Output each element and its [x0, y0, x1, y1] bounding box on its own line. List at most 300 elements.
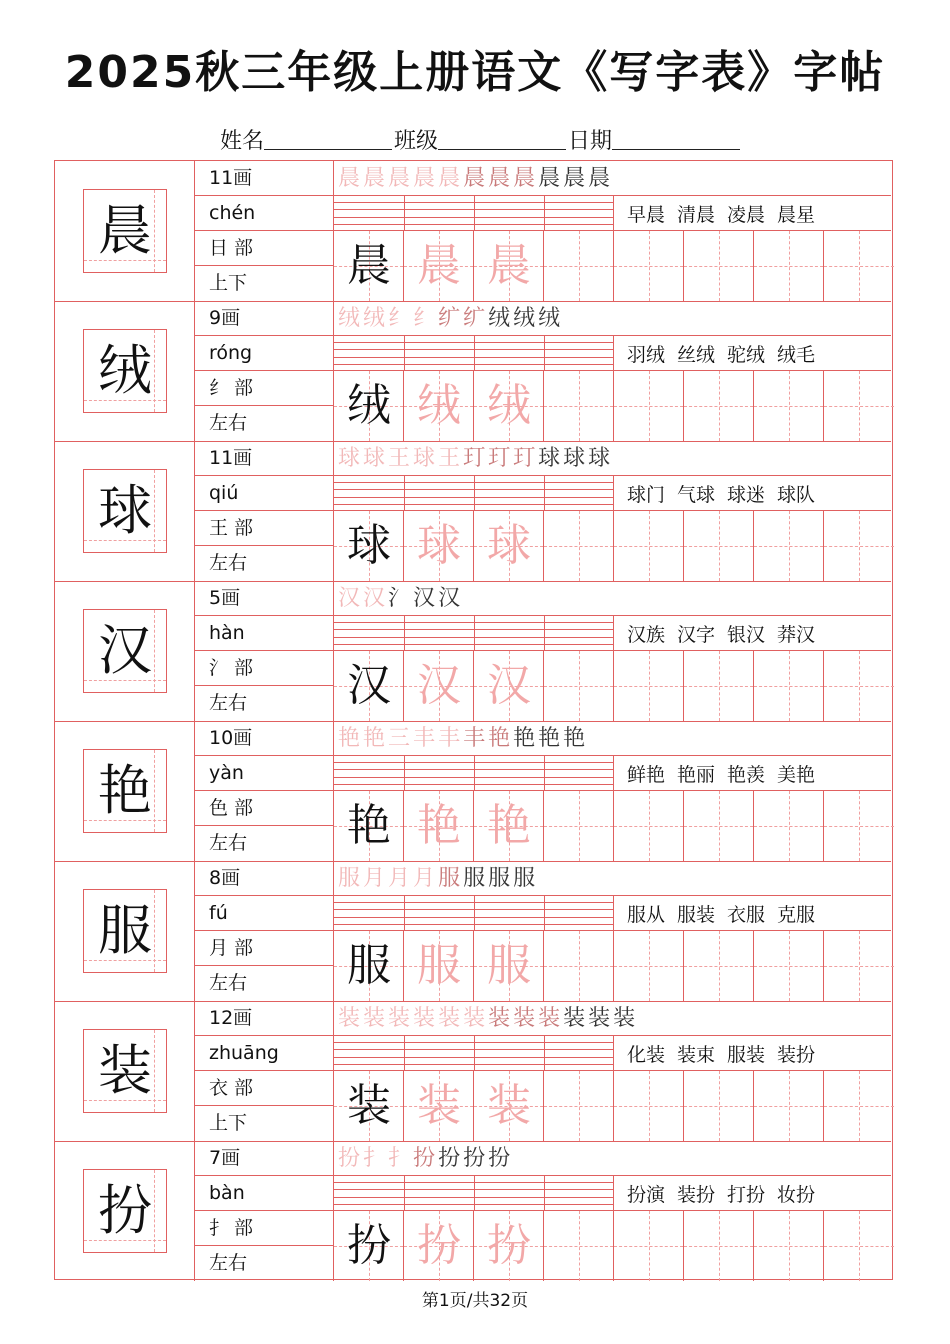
word-examples — [627, 1176, 827, 1211]
example-word: 衣服 — [727, 904, 766, 926]
writing-cell[interactable] — [474, 651, 544, 721]
writing-cell[interactable] — [824, 371, 894, 441]
stroke-step: 汉 — [438, 586, 464, 611]
writing-cell[interactable] — [824, 791, 894, 861]
stroke-step: 装 — [463, 1006, 489, 1031]
class-label: 班级 — [394, 129, 439, 154]
radical: 纟 部 — [195, 371, 334, 406]
writing-cell[interactable] — [684, 1211, 754, 1281]
example-word: 汉族 — [627, 624, 666, 646]
writing-grid — [334, 511, 891, 581]
writing-grid — [334, 651, 891, 721]
example-word: 晨星 — [777, 204, 816, 226]
writing-cell[interactable] — [474, 1211, 544, 1281]
example-word: 美艳 — [777, 764, 816, 786]
pinyin-divider — [404, 196, 405, 231]
pinyin-divider — [474, 336, 475, 371]
stroke-step: 服 — [438, 866, 464, 891]
stroke-count: 11画 — [195, 161, 334, 196]
pinyin-practice-row — [334, 1036, 891, 1071]
guide-line-vertical — [719, 931, 720, 1001]
guide-line-vertical — [789, 1211, 790, 1281]
character-row — [55, 1001, 891, 1141]
word-examples — [627, 476, 827, 511]
pinyin-practice-row — [334, 336, 891, 371]
stroke-step: 晨 — [563, 166, 589, 191]
guide-line-vertical — [154, 750, 155, 832]
writing-cell[interactable] — [614, 931, 684, 1001]
writing-cell[interactable] — [614, 791, 684, 861]
main-character — [83, 469, 167, 553]
guide-line-vertical — [719, 791, 720, 861]
main-character-cell — [55, 301, 195, 441]
stroke-step: 扮 — [488, 1146, 514, 1171]
writing-cell[interactable] — [544, 931, 614, 1001]
class-blank[interactable] — [438, 127, 566, 150]
pinyin-writing-lines[interactable] — [334, 476, 614, 511]
writing-cell[interactable] — [334, 931, 404, 1001]
word-examples — [627, 1036, 827, 1071]
main-character — [83, 189, 167, 273]
model-character: 晨 — [347, 240, 391, 291]
writing-cell[interactable] — [544, 1211, 614, 1281]
writing-cell[interactable] — [684, 931, 754, 1001]
writing-cell[interactable] — [334, 511, 404, 581]
stroke-step: 丰 — [413, 726, 439, 751]
writing-cell[interactable] — [474, 371, 544, 441]
stroke-step: 绒 — [538, 306, 564, 331]
guide-line-vertical — [579, 931, 580, 1001]
guide-line-vertical — [649, 1071, 650, 1141]
stroke-step: 装 — [488, 1006, 514, 1031]
main-character-cell — [55, 161, 195, 301]
stroke-step: 球 — [363, 446, 389, 471]
guide-line-vertical — [579, 231, 580, 301]
trace-character: 绒 — [417, 380, 461, 431]
pinyin-divider — [404, 1036, 405, 1071]
stroke-order — [334, 301, 891, 336]
main-character-glyph: 装 — [98, 1039, 152, 1102]
stroke-step: 纩 — [438, 306, 464, 331]
stroke-step: 装 — [363, 1006, 389, 1031]
pinyin-divider — [474, 616, 475, 651]
writing-cell[interactable] — [404, 651, 474, 721]
pinyin-practice-row — [334, 476, 891, 511]
writing-cell[interactable] — [824, 511, 894, 581]
pinyin-divider — [544, 1036, 545, 1071]
writing-cell[interactable] — [614, 371, 684, 441]
guide-line-vertical — [649, 231, 650, 301]
stroke-step: 艳 — [513, 726, 539, 751]
trace-character: 球 — [487, 520, 531, 571]
writing-grid — [334, 1211, 891, 1281]
model-character: 汉 — [347, 660, 391, 711]
stroke-step: 球 — [538, 446, 564, 471]
main-character-cell — [55, 721, 195, 861]
stroke-step: 玎 — [488, 446, 514, 471]
example-word: 服装 — [677, 904, 716, 926]
trace-character: 绒 — [487, 380, 531, 431]
stroke-step: 球 — [588, 446, 614, 471]
character-row — [55, 1141, 891, 1281]
guide-line-vertical — [154, 610, 155, 692]
main-character-glyph: 服 — [98, 899, 152, 962]
writing-cell[interactable] — [474, 511, 544, 581]
guide-line-vertical — [789, 791, 790, 861]
stroke-count: 9画 — [195, 301, 334, 336]
guide-line-vertical — [649, 371, 650, 441]
writing-cell[interactable] — [404, 511, 474, 581]
character-info — [195, 1141, 334, 1281]
writing-cell[interactable] — [404, 1211, 474, 1281]
writing-cell[interactable] — [614, 511, 684, 581]
pinyin-divider — [544, 336, 545, 371]
page-title: 2025秋三年级上册语文《写字表》字帖 — [64, 47, 886, 98]
stroke-step: 晨 — [513, 166, 539, 191]
stroke-step: 装 — [338, 1006, 364, 1031]
guide-line-vertical — [789, 1071, 790, 1141]
writing-cell[interactable] — [684, 511, 754, 581]
trace-character: 晨 — [487, 240, 531, 291]
guide-line-vertical — [719, 511, 720, 581]
radical: 衣 部 — [195, 1071, 334, 1106]
pinyin-writing-lines[interactable] — [334, 336, 614, 371]
model-character: 扮 — [347, 1220, 391, 1271]
writing-cell[interactable] — [684, 791, 754, 861]
pinyin-divider — [404, 476, 405, 511]
example-word: 清晨 — [677, 204, 716, 226]
writing-cell[interactable] — [684, 1071, 754, 1141]
example-word: 球迷 — [727, 484, 766, 506]
guide-line-vertical — [719, 231, 720, 301]
writing-cell[interactable] — [334, 1071, 404, 1141]
writing-cell[interactable] — [684, 371, 754, 441]
guide-line-vertical — [649, 1211, 650, 1281]
example-word: 汉字 — [677, 624, 716, 646]
guide-line-vertical — [789, 371, 790, 441]
guide-line-vertical — [154, 890, 155, 972]
stroke-step: 艳 — [488, 726, 514, 751]
writing-cell[interactable] — [684, 231, 754, 301]
example-word: 扮演 — [627, 1184, 666, 1206]
stroke-step: 丰 — [463, 726, 489, 751]
model-character: 装 — [347, 1080, 391, 1131]
guide-line-vertical — [154, 1170, 155, 1252]
trace-character: 装 — [417, 1080, 461, 1131]
word-examples — [627, 336, 827, 371]
writing-cell[interactable] — [614, 1071, 684, 1141]
guide-line-vertical — [719, 1211, 720, 1281]
trace-character: 汉 — [417, 660, 461, 711]
stroke-order — [334, 721, 891, 756]
page-footer: 第1页/共32页 — [421, 1291, 529, 1311]
pinyin-divider — [404, 1176, 405, 1211]
writing-cell[interactable] — [474, 1071, 544, 1141]
writing-cell[interactable] — [614, 231, 684, 301]
radical: 色 部 — [195, 791, 334, 826]
guide-line-vertical — [859, 791, 860, 861]
example-word: 妆扮 — [777, 1184, 816, 1206]
practice-sheet — [54, 160, 893, 1280]
stroke-step: 月 — [388, 866, 414, 891]
writing-cell[interactable] — [334, 651, 404, 721]
writing-cell[interactable] — [404, 371, 474, 441]
pinyin: róng — [195, 336, 334, 371]
stroke-step: 扮 — [413, 1146, 439, 1171]
writing-cell[interactable] — [824, 651, 894, 721]
example-word: 球队 — [777, 484, 816, 506]
pinyin-writing-lines[interactable] — [334, 196, 614, 231]
writing-cell[interactable] — [754, 651, 824, 721]
guide-line-vertical — [154, 190, 155, 272]
model-character: 服 — [347, 940, 391, 991]
writing-grid — [334, 371, 891, 441]
guide-line-vertical — [859, 1071, 860, 1141]
writing-cell[interactable] — [404, 1071, 474, 1141]
example-word: 服从 — [627, 904, 666, 926]
pinyin-divider — [544, 756, 545, 791]
radical: 日 部 — [195, 231, 334, 266]
stroke-order — [334, 861, 891, 896]
writing-cell[interactable] — [754, 931, 824, 1001]
writing-cell[interactable] — [334, 231, 404, 301]
trace-character: 服 — [487, 940, 531, 991]
pinyin-divider — [474, 476, 475, 511]
stroke-step: 服 — [488, 866, 514, 891]
character-info — [195, 861, 334, 1001]
stroke-count: 7画 — [195, 1141, 334, 1176]
radical: 氵 部 — [195, 651, 334, 686]
writing-cell[interactable] — [474, 791, 544, 861]
structure: 左右 — [209, 832, 248, 854]
writing-cell[interactable] — [334, 791, 404, 861]
main-character-cell — [55, 1001, 195, 1141]
stroke-step: 装 — [388, 1006, 414, 1031]
example-word: 莽汉 — [777, 624, 816, 646]
stroke-step: 扌 — [363, 1146, 389, 1171]
student-info-line — [220, 124, 742, 155]
guide-line-vertical — [719, 1071, 720, 1141]
main-character-glyph: 绒 — [98, 339, 152, 402]
word-examples — [627, 756, 827, 791]
pinyin: bàn — [195, 1176, 334, 1211]
writing-cell[interactable] — [824, 1071, 894, 1141]
writing-cell[interactable] — [404, 931, 474, 1001]
pinyin-divider — [474, 1036, 475, 1071]
writing-cell[interactable] — [544, 791, 614, 861]
guide-line-vertical — [579, 371, 580, 441]
character-row — [55, 581, 891, 721]
stroke-order — [334, 1141, 891, 1176]
stroke-step: 装 — [413, 1006, 439, 1031]
guide-line-vertical — [649, 651, 650, 721]
date-blank[interactable] — [612, 127, 740, 150]
stroke-step: 装 — [588, 1006, 614, 1031]
guide-line-vertical — [154, 330, 155, 412]
main-character-glyph: 汉 — [98, 619, 152, 682]
example-word: 装束 — [677, 1044, 716, 1066]
writing-cell[interactable] — [754, 1071, 824, 1141]
writing-cell[interactable] — [334, 1211, 404, 1281]
writing-cell[interactable] — [544, 1071, 614, 1141]
writing-cell[interactable] — [754, 371, 824, 441]
pinyin: zhuāng — [195, 1036, 334, 1071]
main-character — [83, 749, 167, 833]
pinyin-divider — [474, 896, 475, 931]
writing-cell[interactable] — [754, 231, 824, 301]
example-word: 化装 — [627, 1044, 666, 1066]
writing-grid — [334, 1071, 891, 1141]
example-word: 早晨 — [627, 204, 666, 226]
writing-cell[interactable] — [754, 791, 824, 861]
example-word: 艳羡 — [727, 764, 766, 786]
main-character-glyph: 球 — [98, 479, 152, 542]
stroke-step: 扮 — [438, 1146, 464, 1171]
main-character — [83, 609, 167, 693]
guide-line-vertical — [789, 931, 790, 1001]
pinyin-divider — [404, 616, 405, 651]
pinyin-divider — [474, 756, 475, 791]
main-character — [83, 329, 167, 413]
structure: 上下 — [209, 272, 248, 294]
pinyin-practice-row — [334, 896, 891, 931]
stroke-step: 绒 — [513, 306, 539, 331]
writing-cell[interactable] — [824, 231, 894, 301]
stroke-step: 玎 — [463, 446, 489, 471]
writing-cell[interactable] — [754, 511, 824, 581]
writing-cell[interactable] — [614, 1211, 684, 1281]
guide-line-vertical — [579, 511, 580, 581]
structure: 左右 — [209, 1252, 248, 1274]
stroke-step: 王 — [388, 446, 414, 471]
writing-cell[interactable] — [544, 651, 614, 721]
radical: 月 部 — [195, 931, 334, 966]
guide-line-vertical — [789, 651, 790, 721]
stroke-step: 球 — [338, 446, 364, 471]
trace-character: 艳 — [487, 800, 531, 851]
structure: 左右 — [209, 552, 248, 574]
stroke-step: 艳 — [563, 726, 589, 751]
writing-cell[interactable] — [614, 651, 684, 721]
writing-cell[interactable] — [684, 651, 754, 721]
writing-cell[interactable] — [474, 231, 544, 301]
example-word: 鲜艳 — [627, 764, 666, 786]
pinyin-practice-row — [334, 196, 891, 231]
example-word: 银汉 — [727, 624, 766, 646]
writing-cell[interactable] — [334, 371, 404, 441]
name-label: 姓名 — [220, 129, 265, 154]
character-info — [195, 161, 334, 301]
stroke-step: 晨 — [488, 166, 514, 191]
stroke-step: 晨 — [588, 166, 614, 191]
stroke-step: 服 — [463, 866, 489, 891]
structure: 左右 — [209, 412, 248, 434]
example-word: 气球 — [677, 484, 716, 506]
stroke-step: 三 — [388, 726, 414, 751]
stroke-step: 汉 — [363, 586, 389, 611]
writing-cell[interactable] — [544, 371, 614, 441]
pinyin: chén — [195, 196, 334, 231]
trace-character: 艳 — [417, 800, 461, 851]
example-word: 打扮 — [727, 1184, 766, 1206]
pinyin-divider — [544, 476, 545, 511]
pinyin: yàn — [195, 756, 334, 791]
stroke-count: 10画 — [195, 721, 334, 756]
writing-cell[interactable] — [544, 231, 614, 301]
stroke-step: 纟 — [388, 306, 414, 331]
stroke-step: 晨 — [463, 166, 489, 191]
writing-cell[interactable] — [474, 931, 544, 1001]
writing-cell[interactable] — [754, 1211, 824, 1281]
pinyin: fú — [195, 896, 334, 931]
stroke-step: 艳 — [363, 726, 389, 751]
model-character: 艳 — [347, 800, 391, 851]
pinyin: hàn — [195, 616, 334, 651]
stroke-step: 汉 — [413, 586, 439, 611]
guide-line-vertical — [579, 1071, 580, 1141]
pinyin-writing-lines[interactable] — [334, 1036, 614, 1071]
stroke-step: 汉 — [338, 586, 364, 611]
stroke-count: 5画 — [195, 581, 334, 616]
stroke-step: 纟 — [413, 306, 439, 331]
character-info — [195, 581, 334, 721]
character-row — [55, 301, 891, 441]
guide-line-vertical — [859, 1211, 860, 1281]
pinyin-writing-lines[interactable] — [334, 756, 614, 791]
writing-grid — [334, 231, 891, 301]
character-info — [195, 721, 334, 861]
pinyin-writing-lines[interactable] — [334, 1176, 614, 1211]
name-blank[interactable] — [264, 127, 392, 150]
writing-cell[interactable] — [824, 1211, 894, 1281]
stroke-step: 纩 — [463, 306, 489, 331]
example-word: 装扮 — [677, 1184, 716, 1206]
example-word: 克服 — [777, 904, 816, 926]
example-word: 凌晨 — [727, 204, 766, 226]
stroke-step: 艳 — [338, 726, 364, 751]
stroke-step: 玎 — [513, 446, 539, 471]
pinyin-writing-lines[interactable] — [334, 896, 614, 931]
pinyin-writing-lines[interactable] — [334, 616, 614, 651]
trace-character: 服 — [417, 940, 461, 991]
model-character: 绒 — [347, 380, 391, 431]
stroke-step: 月 — [363, 866, 389, 891]
guide-line-vertical — [859, 651, 860, 721]
stroke-order — [334, 441, 891, 476]
pinyin-divider — [404, 756, 405, 791]
example-word: 服装 — [727, 1044, 766, 1066]
stroke-order — [334, 1001, 891, 1036]
writing-cell[interactable] — [404, 791, 474, 861]
trace-character: 晨 — [417, 240, 461, 291]
stroke-count: 11画 — [195, 441, 334, 476]
trace-character: 汉 — [487, 660, 531, 711]
guide-line-vertical — [649, 791, 650, 861]
writing-cell[interactable] — [404, 231, 474, 301]
writing-cell[interactable] — [544, 511, 614, 581]
writing-cell[interactable] — [824, 931, 894, 1001]
main-character — [83, 1169, 167, 1253]
stroke-step: 扮 — [338, 1146, 364, 1171]
structure: 左右 — [209, 972, 248, 994]
pinyin-divider — [544, 196, 545, 231]
pinyin-divider — [404, 336, 405, 371]
pinyin-divider — [474, 196, 475, 231]
guide-line-vertical — [719, 651, 720, 721]
pinyin-divider — [544, 1176, 545, 1211]
stroke-step: 服 — [513, 866, 539, 891]
stroke-step: 晨 — [388, 166, 414, 191]
